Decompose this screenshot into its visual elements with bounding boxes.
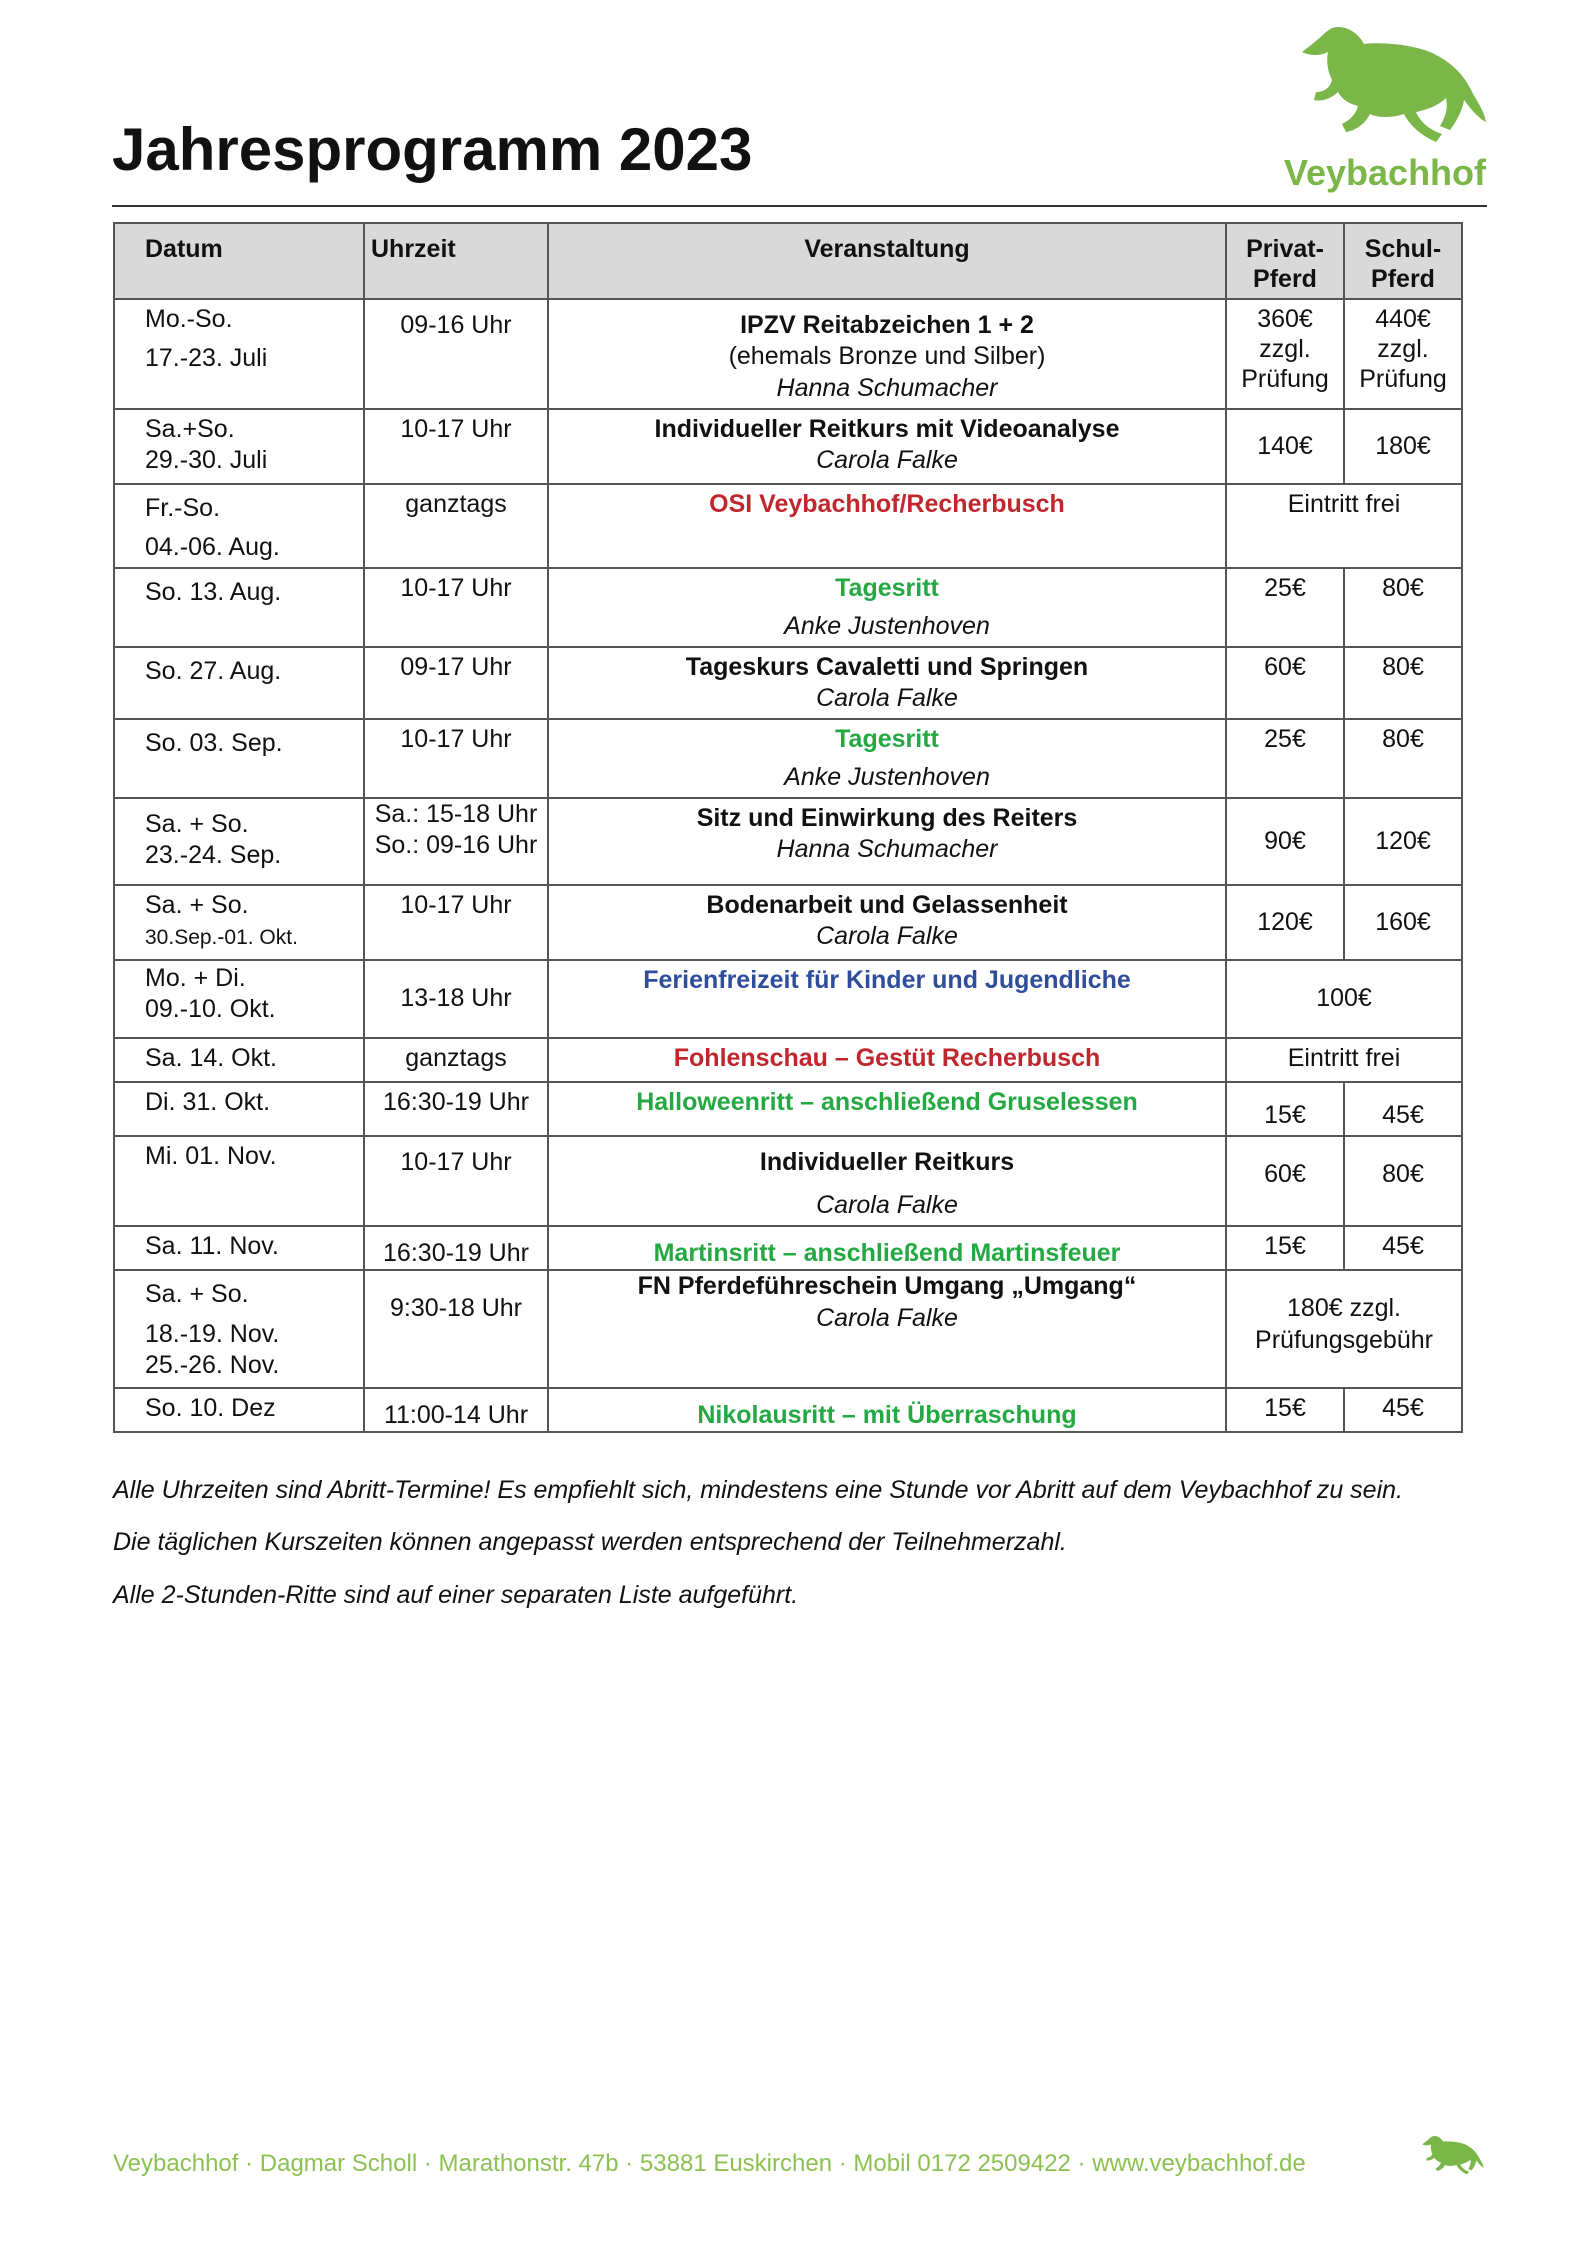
event-instructor: Hanna Schumacher [776,373,998,402]
row-time: 9:30-18 Uhr [364,1270,548,1388]
row-date: Mo.-So. 17.-23. Juli [114,299,364,409]
row-event [548,1136,1226,1227]
row-event [548,719,1226,798]
event-title: Nikolausritt – mit Überraschung [697,1401,1077,1429]
row-date: So. 10. Dez [114,1388,364,1432]
footer-address: Veybachhof · Dagmar Scholl · Marathonstr. 47b · 53881 Euskirchen · Mobil 0172 2509422 · www.veybachhof.de [113,2150,1306,2177]
page-title: Jahresprogramm 2023 [112,116,753,183]
table-row [114,1270,1462,1388]
price-school: 80€ [1344,1136,1462,1227]
event-title: Fohlenschau – Gestüt Recherbusch [673,1043,1101,1072]
event-instructor: Carola Falke [816,1303,958,1332]
event-title: Ferienfreizeit für Kinder und Jugendliche [643,965,1131,994]
table-row [114,1038,1462,1082]
row-date: Sa. + So. 23.-24. Sep. [114,798,364,885]
row-date: Sa.+So. 29.-30. Juli [114,409,364,484]
event-title: OSI Veybachhof/Recherbusch [709,489,1065,518]
row-event [548,1270,1226,1388]
price-combined: 180€ zzgl. Prüfungsgebühr [1226,1270,1462,1388]
row-time: 16:30-19 Uhr [364,1082,548,1136]
event-instructor: Carola Falke [816,446,958,474]
event-title: Tageskurs Cavaletti und Springen [685,652,1089,681]
row-time: 16:30-19 Uhr [364,1226,548,1270]
price-private: 15€ [1226,1388,1344,1432]
row-event [548,1082,1226,1136]
header-time: Uhrzeit [364,223,548,299]
table-row [114,299,1462,409]
program-table [113,222,1463,1433]
notes [113,1475,1513,1632]
row-event [548,299,1226,409]
note-3: Alle 2-Stunden-Ritte sind auf einer separaten Liste aufgeführt. [113,1580,799,1609]
row-date: Sa. + So. 30.Sep.-01. Okt. [114,885,364,960]
price-private: 360€ zzgl. Prüfung [1226,299,1344,409]
price-school: 180€ [1344,409,1462,484]
header-date: Datum [114,223,364,299]
row-time: 10-17 Uhr [364,409,548,484]
row-date: So. 27. Aug. [114,647,364,720]
table-row [114,647,1462,720]
event-instructor: Carola Falke [816,922,958,950]
event-title: Tagesritt [835,574,939,603]
row-time: 11:00-14 Uhr [364,1388,548,1432]
table-row [114,719,1462,798]
row-date: Mi. 01. Nov. [114,1136,364,1227]
table-row [114,1082,1462,1136]
price-private: 25€ [1226,568,1344,647]
row-time: ganztags [364,484,548,569]
table-row [114,960,1462,1038]
row-date: Di. 31. Okt. [114,1082,364,1136]
table-row [114,484,1462,569]
row-event [548,798,1226,885]
row-time: 10-17 Uhr [364,568,548,647]
row-time: Sa.: 15-18 Uhr So.: 09-16 Uhr [364,798,548,885]
event-title: IPZV Reitabzeichen 1 + 2 [740,311,1034,339]
price-private: 140€ [1226,409,1344,484]
price-combined: Eintritt frei [1226,1038,1462,1082]
price-school: 45€ [1344,1226,1462,1270]
event-instructor: Carola Falke [816,684,958,712]
table-row [114,798,1462,885]
event-title: Individueller Reitkurs [759,1147,1015,1176]
event-instructor: Anke Justenhoven [784,762,990,791]
event-instructor: Carola Falke [816,1191,958,1219]
footer-horse-icon [1415,2128,1485,2184]
row-event [548,960,1226,1038]
row-time: 10-17 Uhr [364,1136,548,1227]
table-row [114,568,1462,647]
row-time: 09-17 Uhr [364,647,548,720]
row-event [548,885,1226,960]
horse-icon [1280,22,1490,152]
row-time: ganztags [364,1038,548,1082]
event-title: Tagesritt [835,725,939,754]
row-event [548,1388,1226,1432]
price-school: 80€ [1344,647,1462,720]
event-title: Halloweenritt – anschließend Gruselessen [636,1087,1138,1116]
note-2: Die täglichen Kurszeiten können angepasst werden entsprechend der Teilnehmerzahl. [113,1528,1067,1557]
row-date: Fr.-So. 04.-06. Aug. [114,484,364,569]
price-school: 80€ [1344,719,1462,798]
price-combined: Eintritt frei [1226,484,1462,569]
price-private: 15€ [1226,1226,1344,1270]
row-event [548,1038,1226,1082]
header-school-horse: Schul- Pferd [1344,223,1462,299]
price-private: 25€ [1226,719,1344,798]
row-time: 10-17 Uhr [364,719,548,798]
table-header-row [114,223,1462,299]
row-date: Sa. 14. Okt. [114,1038,364,1082]
price-school: 80€ [1344,568,1462,647]
row-date: So. 03. Sep. [114,719,364,798]
title-rule [112,205,1487,207]
row-time: 10-17 Uhr [364,885,548,960]
row-event [548,484,1226,569]
row-time: 09-16 Uhr [364,299,548,409]
logo-text: Veybachhof [1283,152,1487,193]
event-title: Individueller Reitkurs mit Videoanalyse [654,414,1120,443]
event-title: Martinsritt – anschließend Martinsfeuer [653,1239,1121,1267]
price-school: 120€ [1344,798,1462,885]
price-private: 60€ [1226,647,1344,720]
price-school: 160€ [1344,885,1462,960]
event-instructor: Hanna Schumacher [776,835,998,863]
price-school: 45€ [1344,1388,1462,1432]
price-school: 440€ zzgl. Prüfung [1344,299,1462,409]
veybachhof-logo [1280,22,1490,197]
table-row [114,1226,1462,1270]
row-event [548,568,1226,647]
header-event: Veranstaltung [548,223,1226,299]
row-date: Sa. + So. 18.-19. Nov. 25.-26. Nov. [114,1270,364,1388]
table-row [114,1136,1462,1227]
event-title: Bodenarbeit und Gelassenheit [706,890,1068,919]
row-event [548,647,1226,720]
row-date: Sa. 11. Nov. [114,1226,364,1270]
row-date: Mo. + Di. 09.-10. Okt. [114,960,364,1038]
table-row [114,1388,1462,1432]
price-school: 45€ [1344,1082,1462,1136]
row-time: 13-18 Uhr [364,960,548,1038]
event-title: Sitz und Einwirkung des Reiters [696,803,1078,832]
event-instructor: Anke Justenhoven [784,611,990,640]
note-1: Alle Uhrzeiten sind Abritt-Termine! Es empfiehlt sich, mindestens eine Stunde vor Abritt auf dem Veybachhof zu sein. [113,1476,1403,1504]
event-title: FN Pferdeführeschein Umgang „Umgang“ [637,1272,1137,1301]
price-private: 90€ [1226,798,1344,885]
header-private-horse: Privat- Pferd [1226,223,1344,299]
event-subtitle: (ehemals Bronze und Silber) [728,342,1046,371]
price-private: 60€ [1226,1136,1344,1227]
price-combined: 100€ [1226,960,1462,1038]
row-event [548,1226,1226,1270]
row-date: So. 13. Aug. [114,568,364,647]
row-event [548,409,1226,484]
price-private: 120€ [1226,885,1344,960]
table-row [114,409,1462,484]
price-private: 15€ [1226,1082,1344,1136]
table-row [114,885,1462,960]
